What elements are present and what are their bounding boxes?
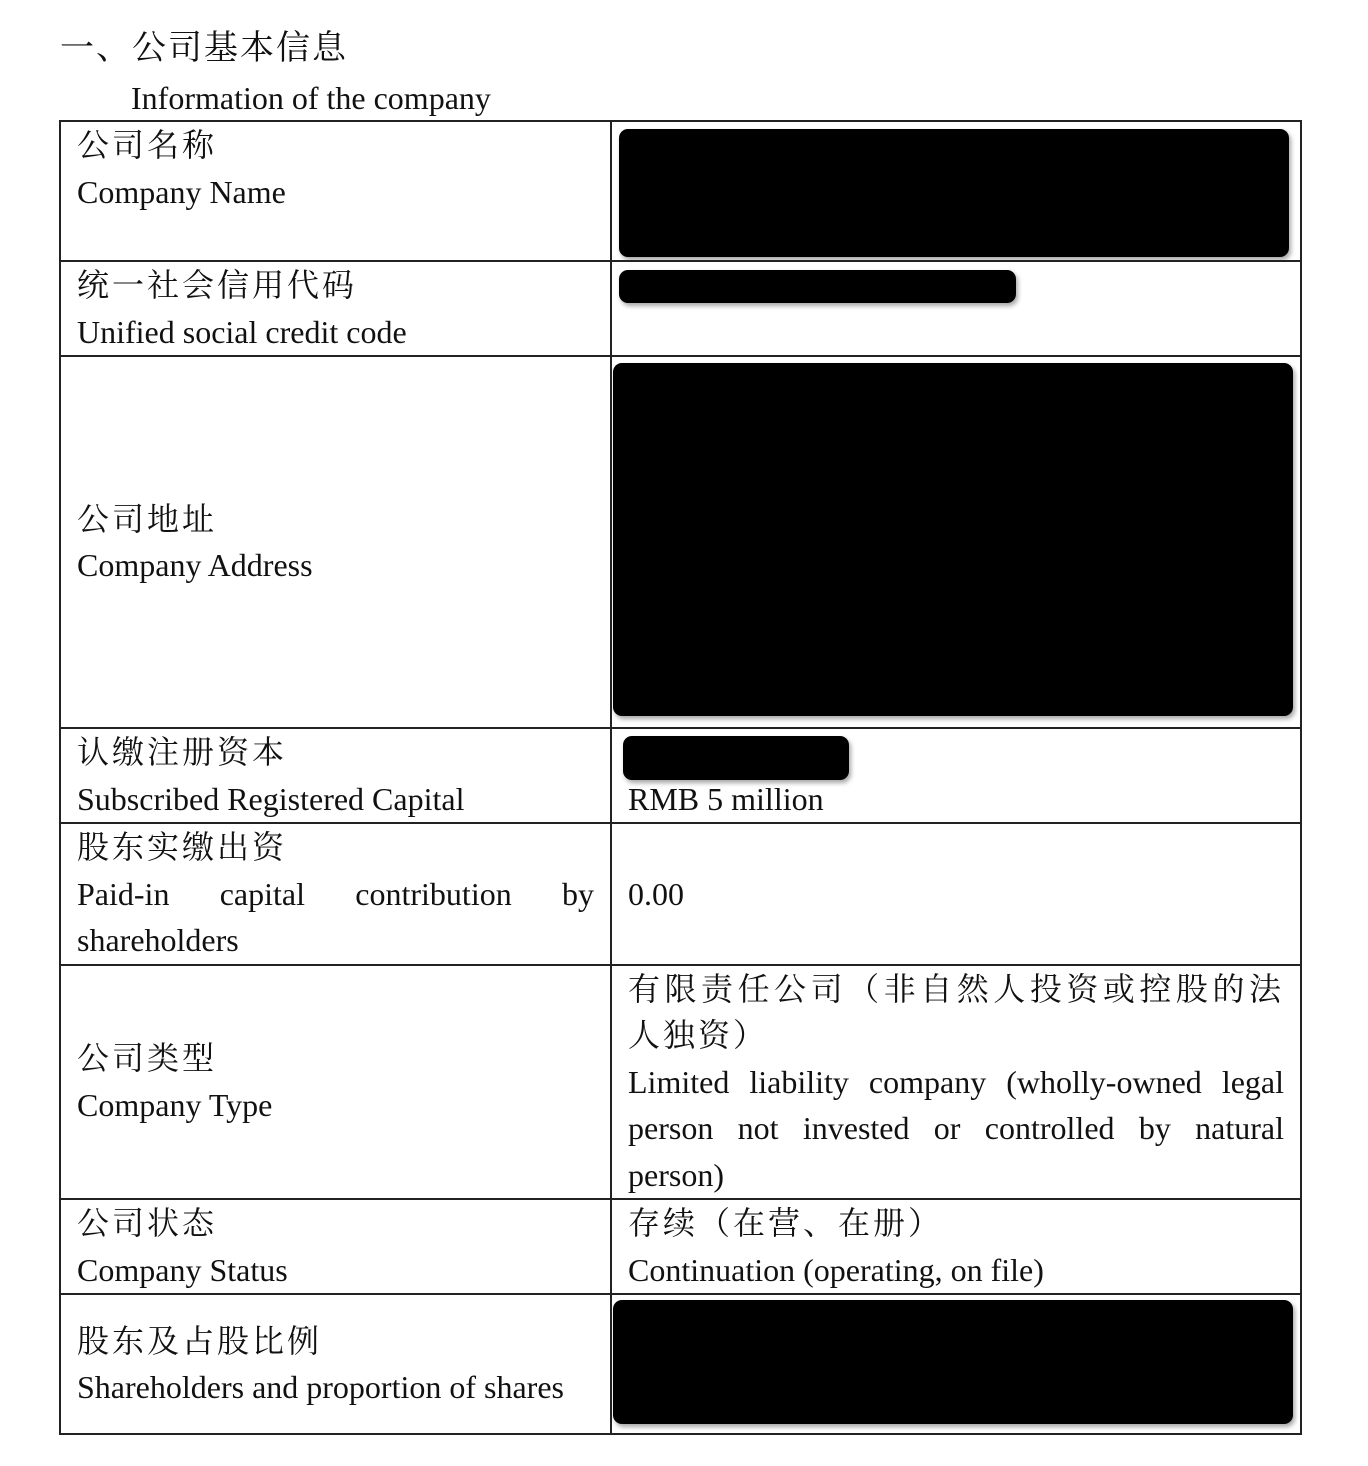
- value-text: 0.00: [628, 875, 684, 912]
- table-row: [60, 1199, 1301, 1294]
- section-title-cn: 一、公司基本信息: [60, 30, 348, 67]
- label-en: Shareholders and proportion of shares: [77, 1369, 564, 1405]
- label-en: Company Name: [77, 173, 286, 210]
- table-row: [60, 356, 1301, 728]
- value-en: Continuation (operating, on file): [628, 1251, 1044, 1288]
- label-cn: 公司状态: [77, 1205, 218, 1241]
- company-info-table: [59, 120, 1302, 1435]
- label-cn: 公司地址: [77, 500, 218, 537]
- redaction-block: [619, 129, 1289, 257]
- redaction-block: [613, 1300, 1293, 1424]
- label-cell: [60, 121, 611, 261]
- value-cell: [611, 356, 1301, 728]
- value-cn: 有限责任公司（非自然人投资或控股的法人独资）: [628, 970, 1284, 1053]
- table-row: [60, 823, 1301, 965]
- label-cell: [60, 1294, 611, 1434]
- value-cell: [611, 1294, 1301, 1434]
- table-row: [60, 728, 1301, 823]
- label-cell: [60, 823, 611, 965]
- value-cell: [611, 965, 1301, 1200]
- table-row: [60, 965, 1301, 1200]
- label-cn: 认缴注册资本: [77, 734, 288, 770]
- value-cell: [611, 261, 1301, 356]
- label-en: Company Type: [77, 1086, 273, 1123]
- value-cell: [611, 728, 1301, 823]
- label-en: Company Address: [77, 547, 313, 583]
- label-cell: [60, 965, 611, 1200]
- table-row: [60, 1294, 1301, 1434]
- label-cn: 统一社会信用代码: [77, 267, 358, 303]
- label-cell: [60, 261, 611, 356]
- label-en: Paid-in capital contribution by shareholders: [77, 875, 594, 958]
- redaction-block: [619, 270, 1016, 303]
- table-row: [60, 121, 1301, 261]
- label-cell: [60, 356, 611, 728]
- label-en: Subscribed Registered Capital: [77, 780, 465, 817]
- label-en: Company Status: [77, 1251, 288, 1288]
- value-cell: [611, 823, 1301, 965]
- label-en: Unified social credit code: [77, 313, 407, 350]
- value-cell: [611, 121, 1301, 261]
- label-cell: [60, 728, 611, 823]
- redaction-block: [613, 363, 1293, 716]
- value-cell: [611, 1199, 1301, 1294]
- value-en: RMB 5 million: [628, 780, 824, 817]
- label-cn: 股东及占股比例: [77, 1322, 323, 1359]
- value-en: Limited liability company (wholly-owned legal person not invested or controlled by natural person): [628, 1063, 1284, 1193]
- value-cn: 存续（在营、在册）: [628, 1205, 944, 1241]
- table-row: [60, 261, 1301, 356]
- label-cell: [60, 1199, 611, 1294]
- section-title-en: Information of the company: [131, 80, 491, 116]
- label-cn: 股东实缴出资: [77, 829, 288, 865]
- label-cn: 公司名称: [77, 127, 218, 163]
- label-cn: 公司类型: [77, 1040, 218, 1077]
- redaction-block: [623, 736, 849, 780]
